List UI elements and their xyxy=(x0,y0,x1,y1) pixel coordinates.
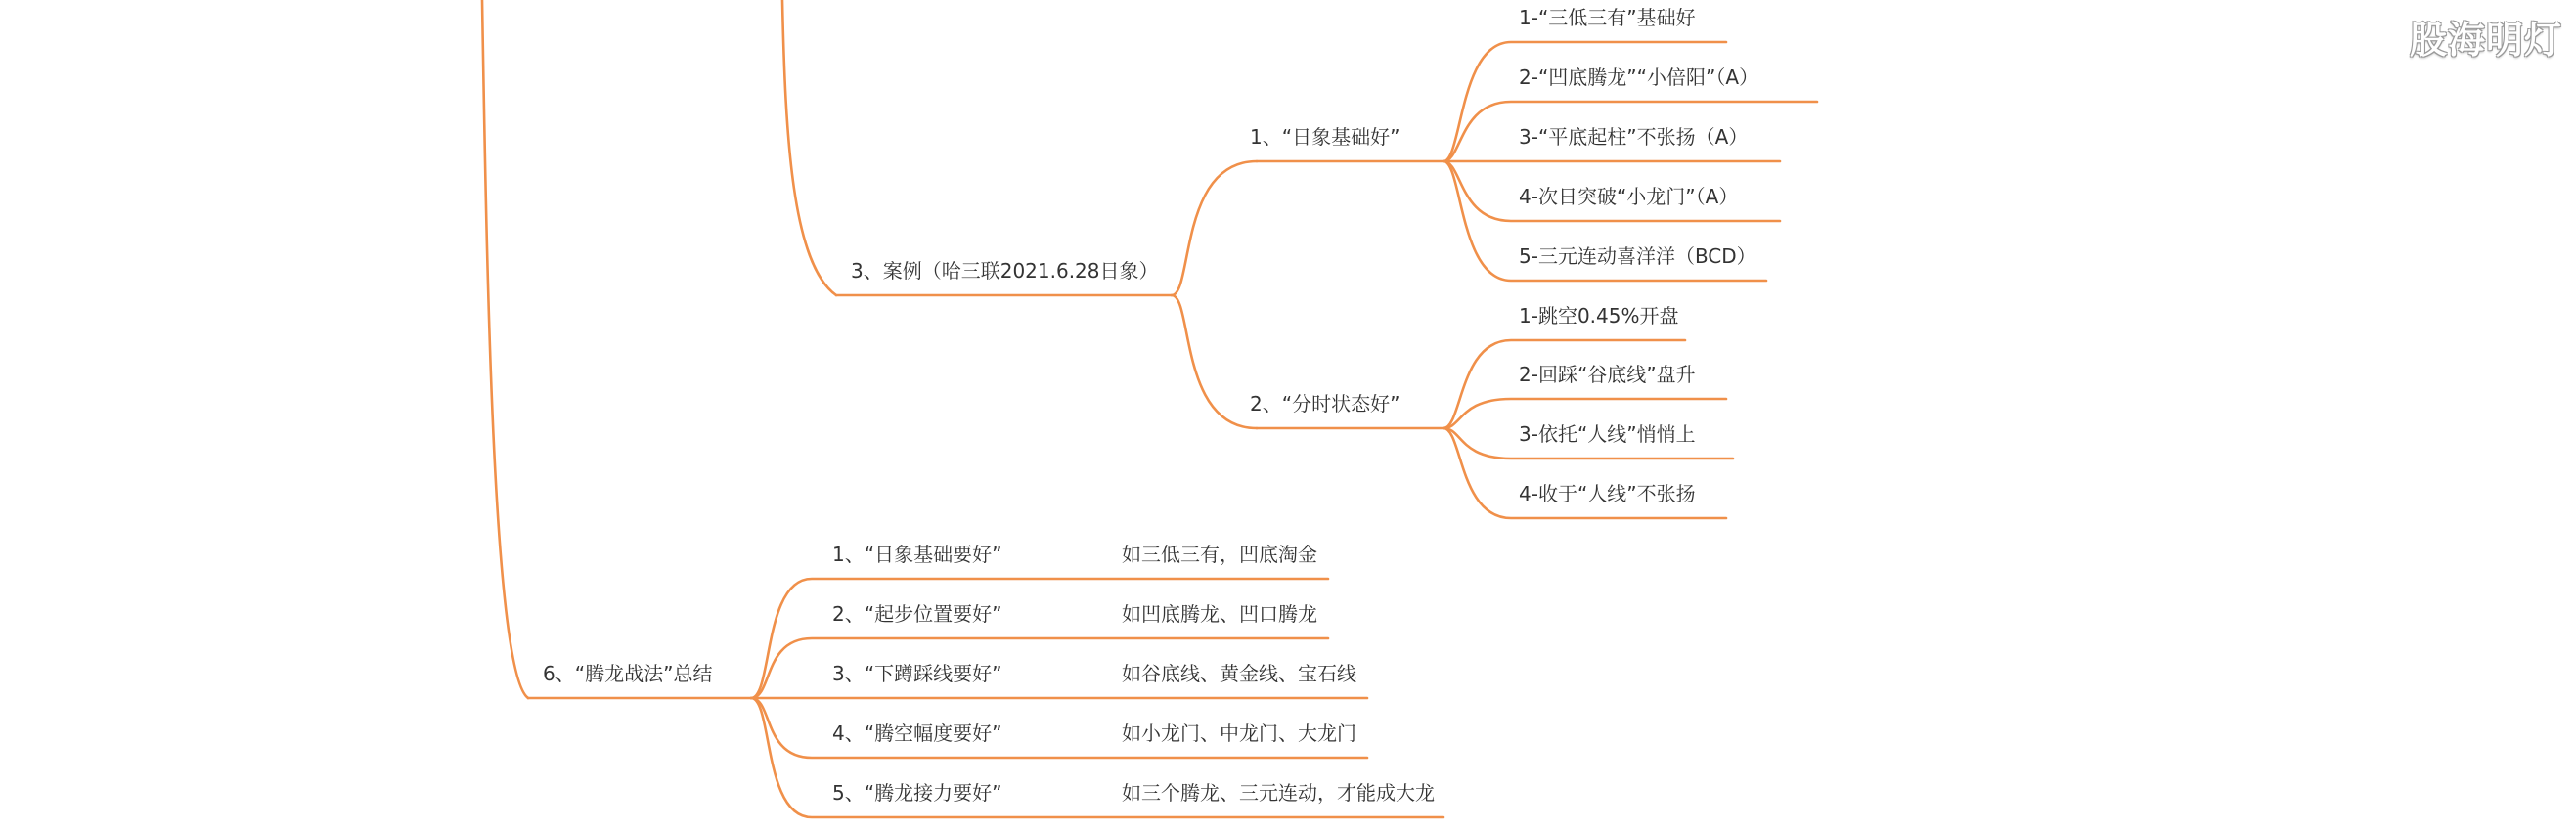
g2-item-4[interactable]: 4-收于“人线”不张扬 xyxy=(1519,482,1696,505)
summary-item-3[interactable]: 3、“下蹲踩线要好” xyxy=(832,662,1002,685)
summary-item-2[interactable]: 2、“起步位置要好” xyxy=(832,602,1002,626)
watermark-logo: 股海明灯 xyxy=(2409,19,2562,62)
summary-node[interactable]: 6、“腾龙战法”总结 xyxy=(543,662,713,685)
g2-item-1[interactable]: 1-跳空0.45%开盘 xyxy=(1519,304,1679,328)
g1-item-1[interactable]: 1-“三低三有”基础好 xyxy=(1519,6,1696,29)
case-to-g2-link xyxy=(1172,295,1257,428)
summary-item-5-note[interactable]: 如三个腾龙、三元连动，才能成大龙 xyxy=(1122,781,1435,805)
case-node[interactable]: 3、案例（哈三联2021.6.28日象） xyxy=(851,259,1159,283)
summary-item-1-note[interactable]: 如三低三有，凹底淘金 xyxy=(1122,543,1317,566)
summary-item-4-note[interactable]: 如小龙门、中龙门、大龙门 xyxy=(1122,721,1356,745)
summary-item-5[interactable]: 5、“腾龙接力要好” xyxy=(832,781,1002,805)
summary-item-2-note[interactable]: 如凹底腾龙、凹口腾龙 xyxy=(1122,602,1317,626)
g1-node-daily-basis[interactable]: 1、“日象基础好” xyxy=(1250,125,1400,149)
summary-item-1[interactable]: 1、“日象基础要好” xyxy=(832,543,1002,566)
parent-trunk-line xyxy=(782,0,836,295)
case-to-g1-link xyxy=(1172,161,1257,295)
g1-item-3[interactable]: 3-“平底起柱”不张扬（A） xyxy=(1519,125,1749,149)
g1-item-2[interactable]: 2-“凹底腾龙”“小倍阳”（A） xyxy=(1519,66,1759,89)
summary-item-4[interactable]: 4、“腾空幅度要好” xyxy=(832,721,1002,745)
root-trunk-line xyxy=(482,0,528,698)
g2-item-2[interactable]: 2-回踩“谷底线”盘升 xyxy=(1519,363,1696,386)
summary-item-3-note[interactable]: 如谷底线、黄金线、宝石线 xyxy=(1122,662,1356,685)
g2-node-intraday-status[interactable]: 2、“分时状态好” xyxy=(1250,392,1400,415)
g2-item-3[interactable]: 3-依托“人线”悄悄上 xyxy=(1519,422,1696,446)
g1-item-4[interactable]: 4-次日突破“小龙门”（A） xyxy=(1519,185,1739,208)
g1-item-5[interactable]: 5-三元连动喜洋洋（BCD） xyxy=(1519,244,1756,268)
